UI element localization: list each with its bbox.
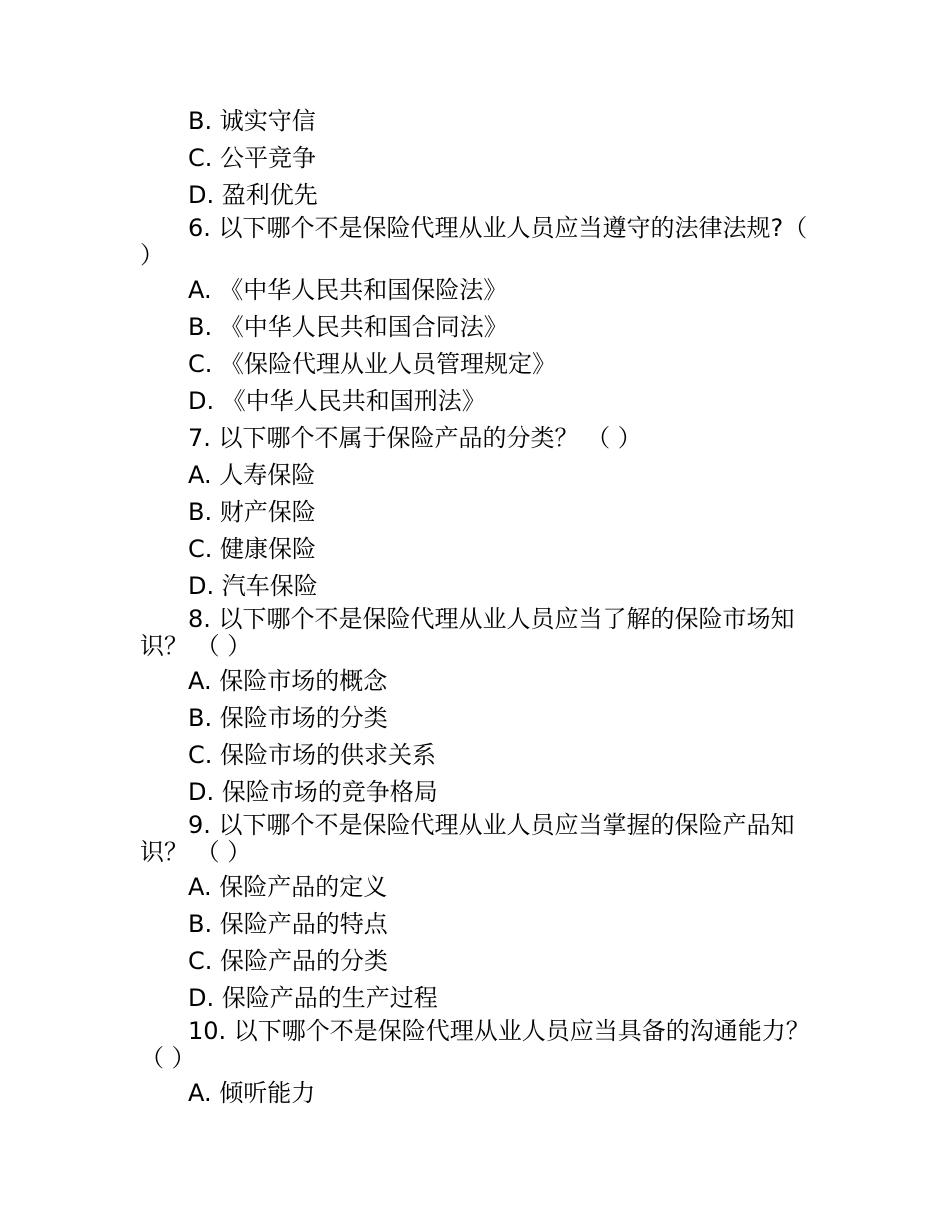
q9-option-b: B. 保险产品的特点: [188, 910, 388, 938]
q6-option-c: C. 《保险代理从业人员管理规定》: [188, 350, 557, 378]
option-d-profit-first: D. 盈利优先: [188, 181, 318, 209]
q7-option-b: B. 财产保险: [188, 498, 316, 526]
q8-option-b: B. 保险市场的分类: [188, 704, 388, 732]
q7-option-c: C. 健康保险: [188, 535, 317, 563]
q7-option-d: D. 汽车保险: [188, 572, 318, 600]
question-10: 10. 以下哪个不是保险代理从业人员应当具备的沟通能力？ （ ）: [140, 1017, 810, 1072]
q6-option-d: D. 《中华人民共和国刑法》: [188, 387, 486, 415]
option-b-honesty: B. 诚实守信: [188, 107, 316, 135]
option-c-fair-competition: C. 公平竞争: [188, 144, 317, 172]
q8-option-a: A. 保险市场的概念: [188, 667, 388, 695]
q6-option-a: A. 《中华人民共和国保险法》: [188, 276, 508, 304]
q9-option-d: D. 保险产品的生产过程: [188, 984, 438, 1012]
q9-option-c: C. 保险产品的分类: [188, 947, 389, 975]
question-7: 7. 以下哪个不属于保险产品的分类？ （ ）: [188, 424, 642, 452]
q7-option-a: A. 人寿保险: [188, 461, 316, 489]
q6-option-b: B. 《中华人民共和国合同法》: [188, 313, 508, 341]
question-6: 6. 以下哪个不是保险代理从业人员应当遵守的法律法规?（ ）: [140, 214, 808, 269]
q10-option-a: A. 倾听能力: [188, 1079, 316, 1107]
q8-option-c: C. 保险市场的供求关系: [188, 741, 437, 769]
question-list: [140, 104, 820, 1113]
q8-option-d: D. 保险市场的竞争格局: [188, 778, 438, 806]
question-9: 9. 以下哪个不是保险代理从业人员应当掌握的保险产品知识？ （ ）: [140, 811, 795, 866]
q9-option-a: A. 保险产品的定义: [188, 873, 388, 901]
question-8: 8. 以下哪个不是保险代理从业人员应当了解的保险市场知识？ （ ）: [140, 605, 795, 660]
